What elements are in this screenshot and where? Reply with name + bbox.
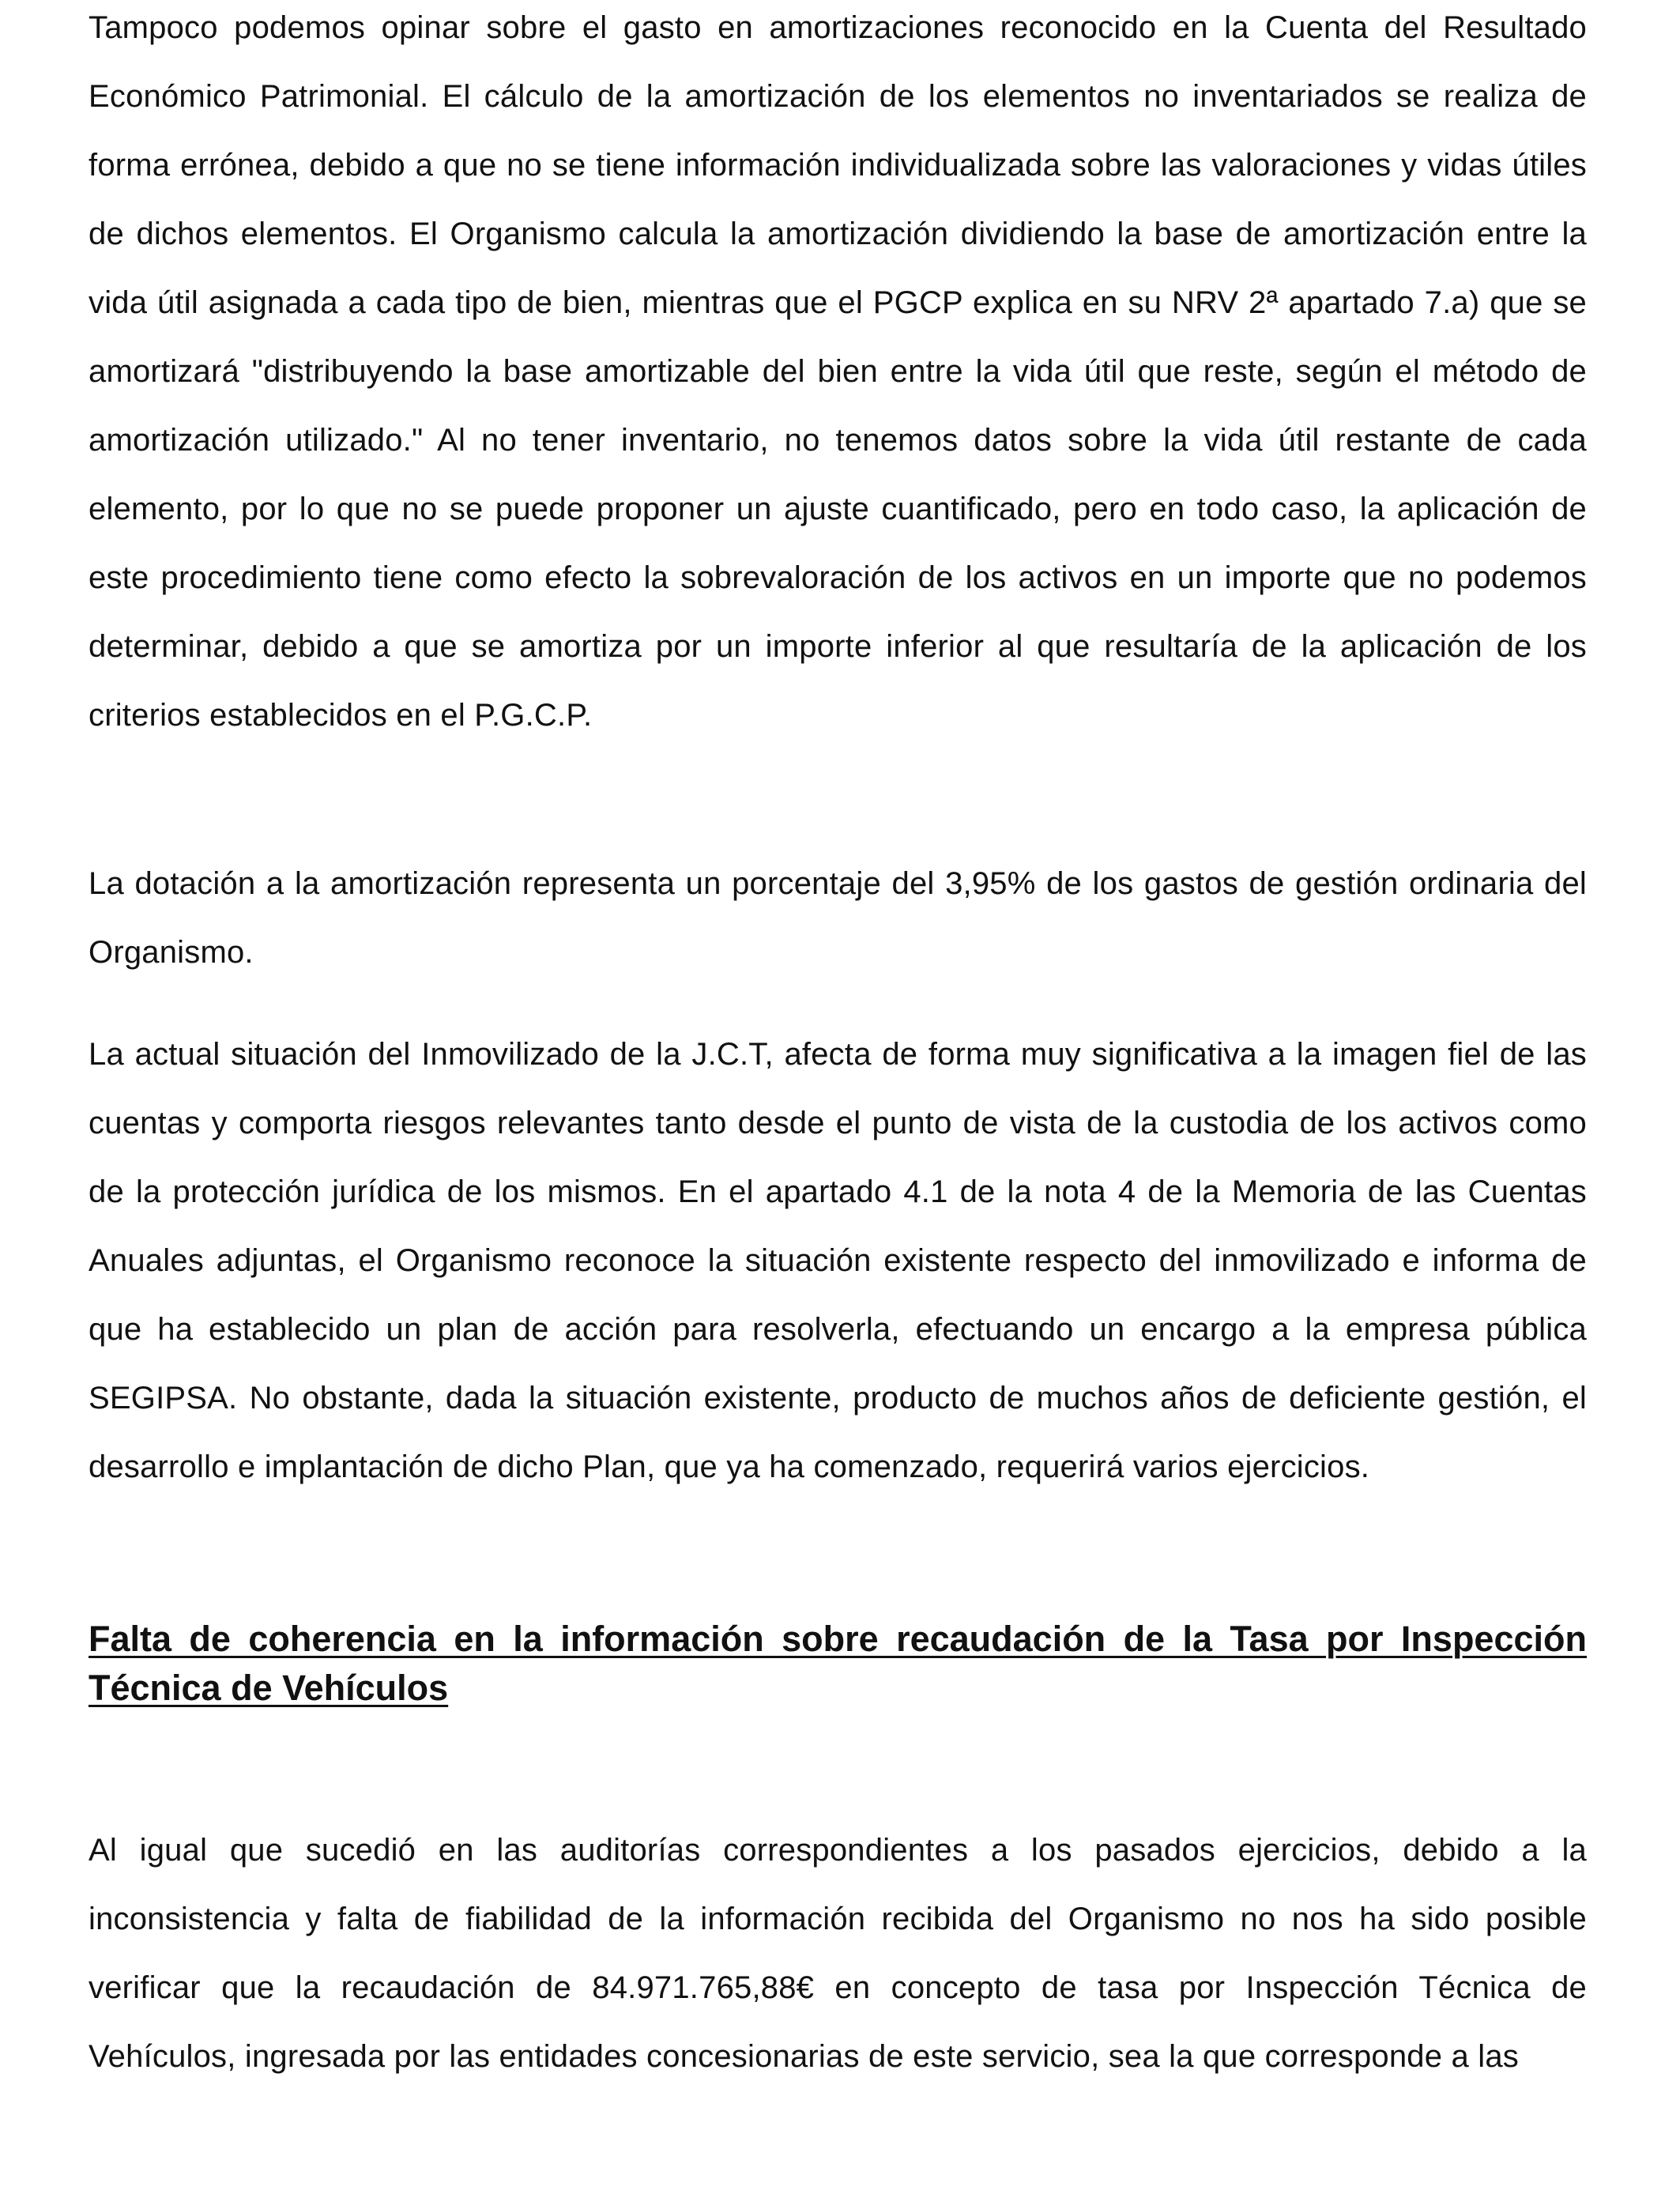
section-heading: Falta de coherencia en la información sobre recaudación de la Tasa por Inspección Técnica de Vehículos [89, 1619, 1587, 1708]
paragraph-amortization-expense: Tampoco podemos opinar sobre el gasto en amortizaciones reconocido en la Cuenta del Resultado Económico Patrimonial. El cálculo de la amortización de los elementos no inventariados se realiza de forma errónea, debido a que no se tiene información individualizada sobre las valoraciones y vidas útiles de dichos elementos. El Organismo calcula la amortización dividiendo la base de amortización entre la vida útil asignada a cada tipo de bien, mientras que el PGCP explica en su NRV 2ª apartado 7.a) que se amortizará "distribuyendo la base amortizable del bien entre la vida útil que reste, según el método de amortización utilizado." Al no tener inventario, no tenemos datos sobre la vida útil restante de cada elemento, por lo que no se puede proponer un ajuste cuantificado, pero en todo caso, la aplicación de este procedimiento tiene como efecto la sobrevaloración de los activos en un importe que no podemos determinar, debido a que se amortiza por un importe inferior al que resultaría de la aplicación de los criterios establecidos en el P.G.C.P. [89, 10, 1587, 733]
paragraph-amortization-percentage: La dotación a la amortización representa un porcentaje del 3,95% de los gastos de gestión ordinaria del Organismo. [89, 866, 1587, 970]
paragraph-fixed-assets-situation: La actual situación del Inmovilizado de la J.C.T, afecta de forma muy significativa a la imagen fiel de las cuentas y comporta riesgos relevantes tanto desde el punto de vista de la custodia de los activos como de la protección jurídica de los mismos. En el apartado 4.1 de la nota 4 de la Memoria de las Cuentas Anuales adjuntas, el Organismo reconoce la situación existente respecto del inmovilizado e informa de que ha establecido un plan de acción para resolverla, efectuando un encargo a la empresa pública SEGIPSA. No obstante, dada la situación existente, producto de muchos años de deficiente gestión, el desarrollo e implantación de dicho Plan, que ya ha comenzado, requerirá varios ejercicios. [89, 1037, 1587, 1484]
paragraph-tax-collection: Al igual que sucedió en las auditorías correspondientes a los pasados ejercicios, debido a la inconsistencia y falta de fiabilidad de la información recibida del Organismo no nos ha sido posible verificar que la recaudación de 84.971.765,88€ en concepto de tasa por Inspección Técnica de Vehículos, ingresada por las entidades concesionarias de este servicio, sea la que corresponde a las [89, 1833, 1587, 2074]
